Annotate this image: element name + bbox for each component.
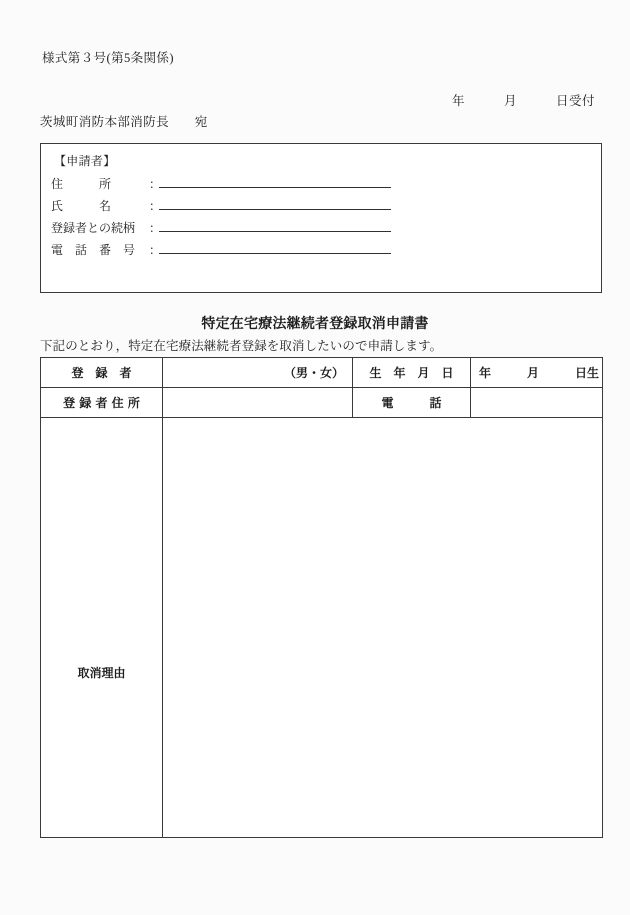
- applicant-field-phone-input[interactable]: [159, 240, 391, 254]
- table-row-address: [41, 388, 603, 418]
- applicant-field-address-input[interactable]: [159, 174, 391, 188]
- applicant-box: [40, 143, 602, 293]
- cell-birthdate-label: 生 年 月 日: [353, 358, 471, 388]
- applicant-field-relationship-label: 登録者との続柄: [51, 221, 136, 235]
- applicant-field-name: [51, 196, 391, 214]
- applicant-field-address: [51, 174, 391, 192]
- cell-registrant-address-value[interactable]: [163, 388, 353, 418]
- cell-birthdate-value[interactable]: 年 月 日生: [471, 358, 603, 388]
- cell-registrant-value[interactable]: （男・女）: [163, 358, 353, 388]
- table-row-reason: [41, 418, 603, 838]
- applicant-field-phone-label: 電 話 番 号: [51, 243, 136, 257]
- addressee-line: 茨城町消防本部消防長 宛: [40, 115, 208, 129]
- applicant-field-name-input[interactable]: [159, 196, 391, 210]
- cell-reason-value[interactable]: [163, 418, 603, 838]
- receipt-date-line: 年 月 日受付: [452, 94, 596, 108]
- form-number: 様式第３号(第5条関係): [42, 51, 174, 65]
- cell-reason-label: 取消理由: [41, 418, 163, 838]
- applicant-field-phone: [51, 240, 391, 258]
- applicant-box-heading: 【申請者】: [54, 154, 116, 168]
- application-table: [40, 357, 603, 838]
- cell-phone-label: 電 話: [353, 388, 471, 418]
- page-subtitle: 下記のとおり，特定在宅療法継続者登録を取消したいので申請します。: [40, 339, 443, 353]
- applicant-field-phone-colon: ：: [149, 243, 162, 257]
- cell-phone-value[interactable]: [471, 388, 603, 418]
- applicant-field-address-label: 住 所: [51, 177, 112, 191]
- table-row-registrant: [41, 358, 603, 388]
- page-title: 特定在宅療法継続者登録取消申請書: [201, 316, 429, 332]
- cell-registrant-label: 登 録 者: [41, 358, 163, 388]
- applicant-field-name-colon: ：: [149, 199, 162, 213]
- applicant-field-relationship-input[interactable]: [159, 218, 391, 232]
- cell-registrant-address-label: 登 録 者 住 所: [41, 388, 163, 418]
- applicant-field-name-label: 氏 名: [51, 199, 112, 213]
- applicant-field-address-colon: ：: [149, 177, 162, 191]
- applicant-field-relationship-colon: ：: [149, 221, 162, 235]
- applicant-field-relationship: [51, 218, 391, 236]
